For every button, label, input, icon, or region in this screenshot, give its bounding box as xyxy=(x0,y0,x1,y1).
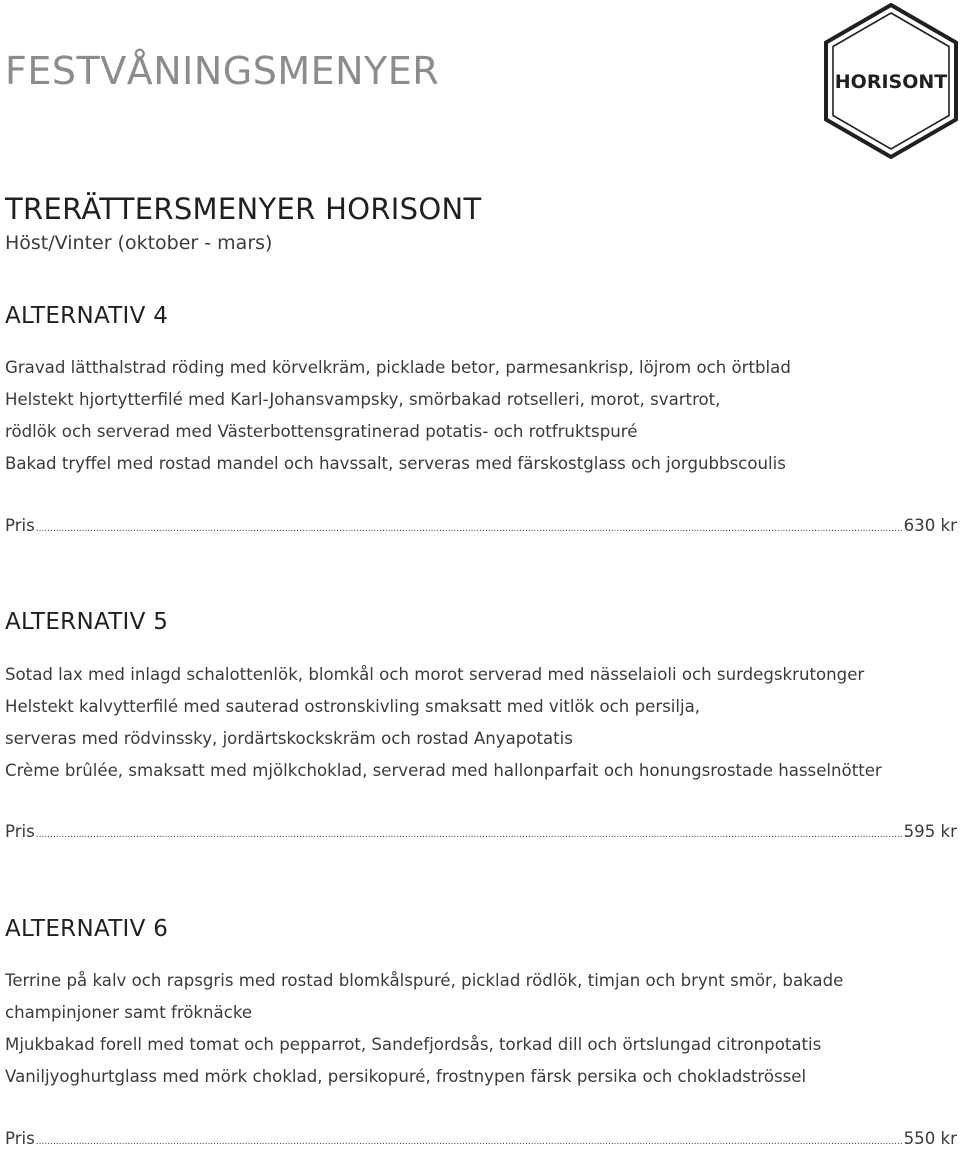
season-subtitle: Höst/Vinter (oktober - mars) xyxy=(5,232,273,254)
alternative-title: ALTERNATIV 4 xyxy=(5,303,169,329)
dot-leader xyxy=(36,831,903,840)
dot-leader xyxy=(36,1138,903,1147)
menu-course-line: serveras med rödvinssky, jordärtskockskräm och rostad Anyapotatis xyxy=(5,729,573,748)
section-title: TRERÄTTERSMENYER HORISONT xyxy=(5,192,482,226)
price-row xyxy=(5,1131,957,1148)
menu-course-line: Gravad lätthalstrad röding med körvelkräm, picklade betor, parmesankrisp, löjrom och örtblad xyxy=(5,358,791,377)
price-value: 630 kr xyxy=(903,516,957,535)
menu-course-line: Vaniljyoghurtglass med mörk choklad, persikopuré, frostnypen färsk persika och chokladströssel xyxy=(5,1067,807,1086)
menu-course-line: Bakad tryffel med rostad mandel och havssalt, serveras med färskostglass och jorgubbscoulis xyxy=(5,454,786,473)
menu-course-line: Sotad lax med inlagd schalottenlök, blomkål och morot serverad med nässelaioli och surdegskrutonger xyxy=(5,665,865,684)
menu-course-line: rödlök och serverad med Västerbottensgratinerad potatis- och rotfruktspuré xyxy=(5,422,638,441)
logo-text: HORISONT xyxy=(834,71,948,93)
menu-course-line: Terrine på kalv och rapsgris med rostad blomkålspuré, picklad rödlök, timjan och brynt smör, bakade xyxy=(5,971,844,990)
price-value: 595 kr xyxy=(903,822,957,841)
menu-course-line: Helstekt hjortytterfilé med Karl-Johansvampsky, smörbakad rotselleri, morot, svartrot, xyxy=(5,390,721,409)
menu-course-line: Crème brûlée, smaksatt med mjölkchoklad, serverad med hallonparfait och honungsrostade hasselnötter xyxy=(5,761,882,780)
price-value: 550 kr xyxy=(903,1129,957,1148)
alternative-title: ALTERNATIV 5 xyxy=(5,609,169,635)
price-label: Pris xyxy=(5,822,35,841)
price-row xyxy=(5,518,957,535)
menu-course-line: Mjukbakad forell med tomat och pepparrot, Sandefjordsås, torkad dill och örtslungad citronpotatis xyxy=(5,1035,822,1054)
price-label: Pris xyxy=(5,516,35,535)
menu-course-line: champinjoner samt fröknäcke xyxy=(5,1003,253,1022)
alternative-title: ALTERNATIV 6 xyxy=(5,916,169,942)
hexagon-outline-icon xyxy=(822,2,960,160)
price-label: Pris xyxy=(5,1129,35,1148)
page-title: FESTVÅNINGSMENYER xyxy=(5,49,440,93)
menu-course-line: Helstekt kalvytterfilé med sauterad ostronskivling smaksatt med vitlök och persilja, xyxy=(5,697,701,716)
dot-leader xyxy=(36,525,903,534)
price-row xyxy=(5,824,957,841)
